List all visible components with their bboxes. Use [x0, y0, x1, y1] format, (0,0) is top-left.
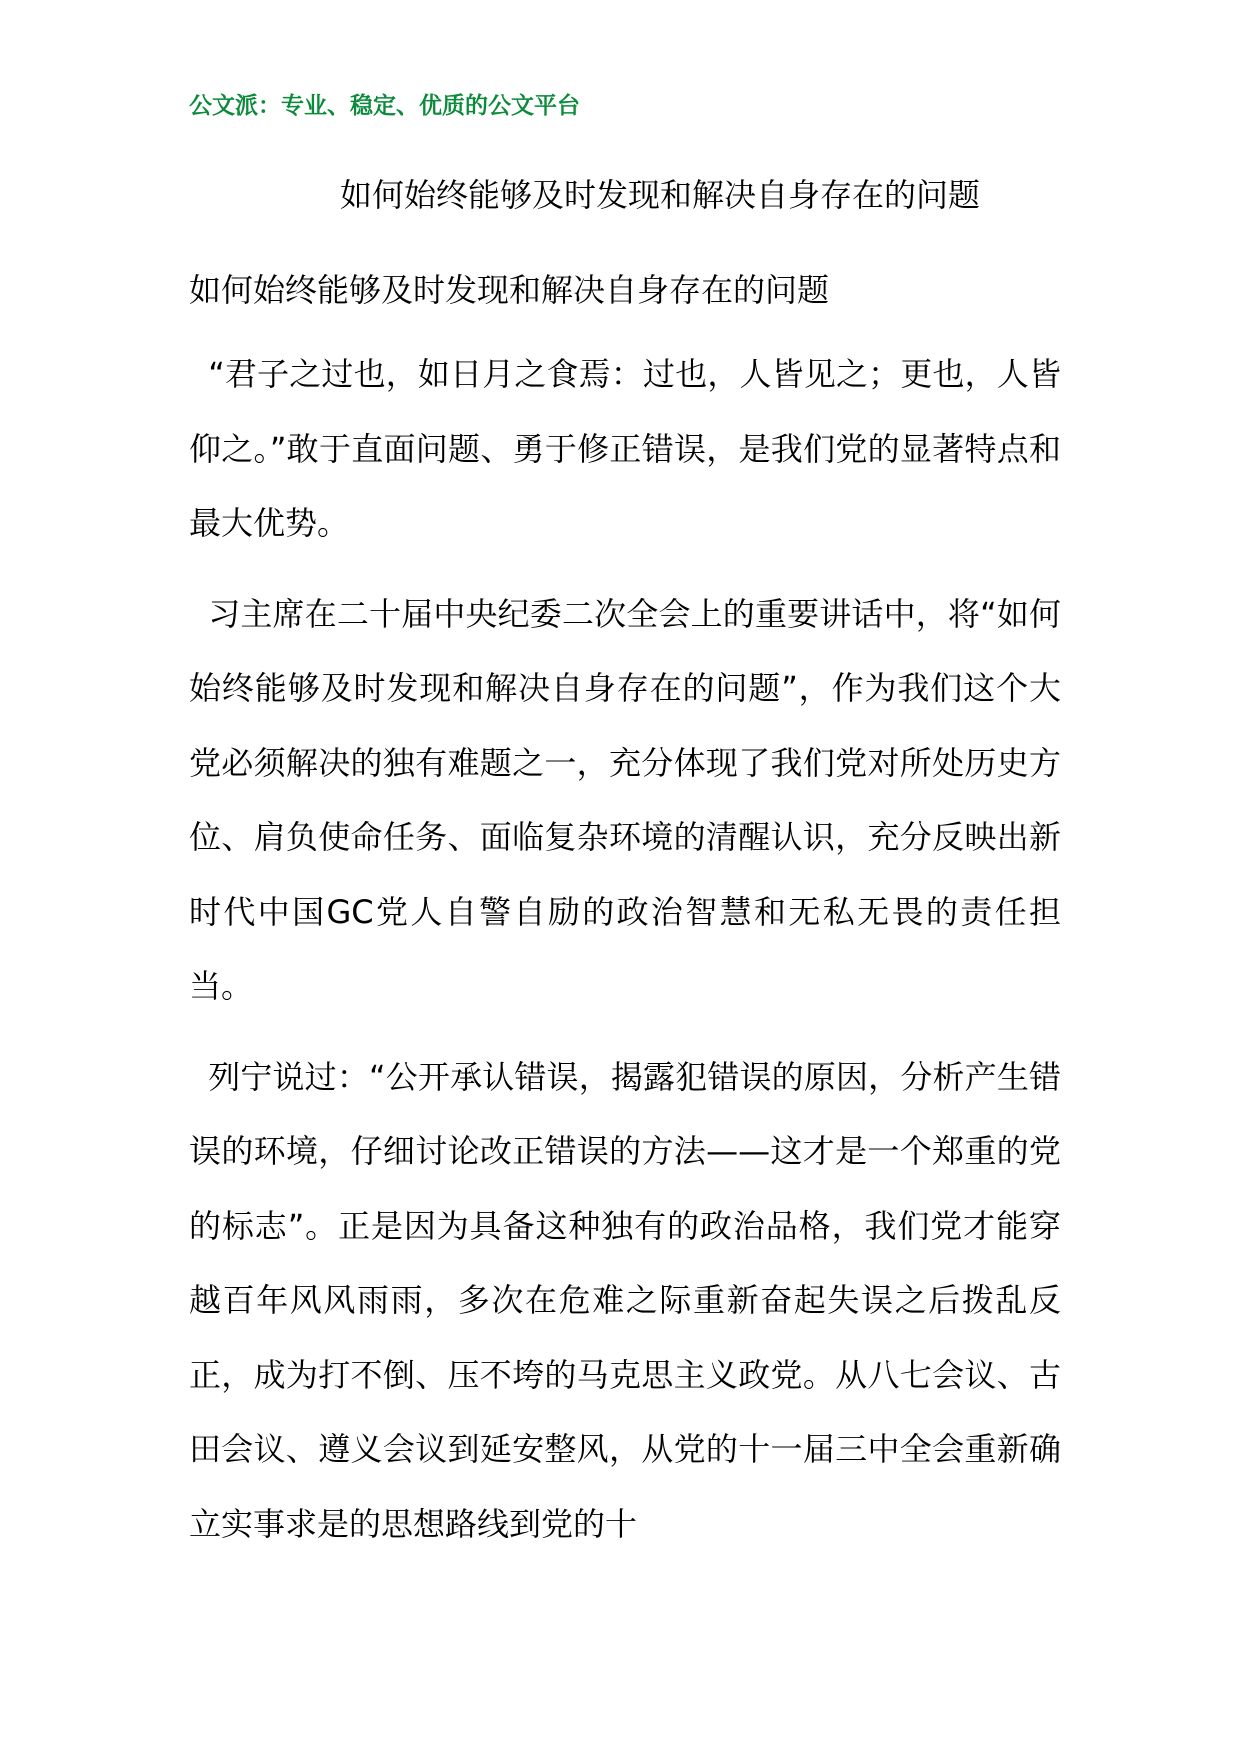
document-title: 如何始终能够及时发现和解决自身存在的问题	[339, 176, 980, 214]
site-header: 公文派：专业、稳定、优质的公文平台	[189, 92, 580, 119]
section-heading: 如何始终能够及时发现和解决自身存在的问题	[189, 271, 830, 309]
paragraph-3: 列宁说过：“公开承认错误，揭露犯错误的原因，分析产生错误的环境，仔细讨论改正错误的方法——这才是一个郑重的党的标志”。正是因为具备这种独有的政治品格，我们党才能穿越百年风风雨雨，多次在危难之际重新奋起失误之后拨乱反正，成为打不倒、压不垮的马克思主义政党。从八七会议、古田会议、遵义会议到延安整风，从党的十一届三中全会重新确立实事求是的思想路线到党的十	[189, 1057, 1061, 1543]
paragraph-1: “君子之过也，如日月之食焉：过也，人皆见之；更也，人皆仰之。”敢于直面问题、勇于修正错误，是我们党的显著特点和最大优势。	[189, 355, 1061, 542]
paragraph-2: 习主席在二十届中央纪委二次全会上的重要讲话中，将“如何始终能够及时发现和解决自身存在的问题”，作为我们这个大党必须解决的独有难题之一，充分体现了我们党对所处历史方位、肩负使命任务、面临复杂环境的清醒认识，充分反映出新时代中国GC党人自警自励的政治智慧和无私无畏的责任担当。	[189, 594, 1061, 1005]
document-body	[189, 265, 1061, 1561]
